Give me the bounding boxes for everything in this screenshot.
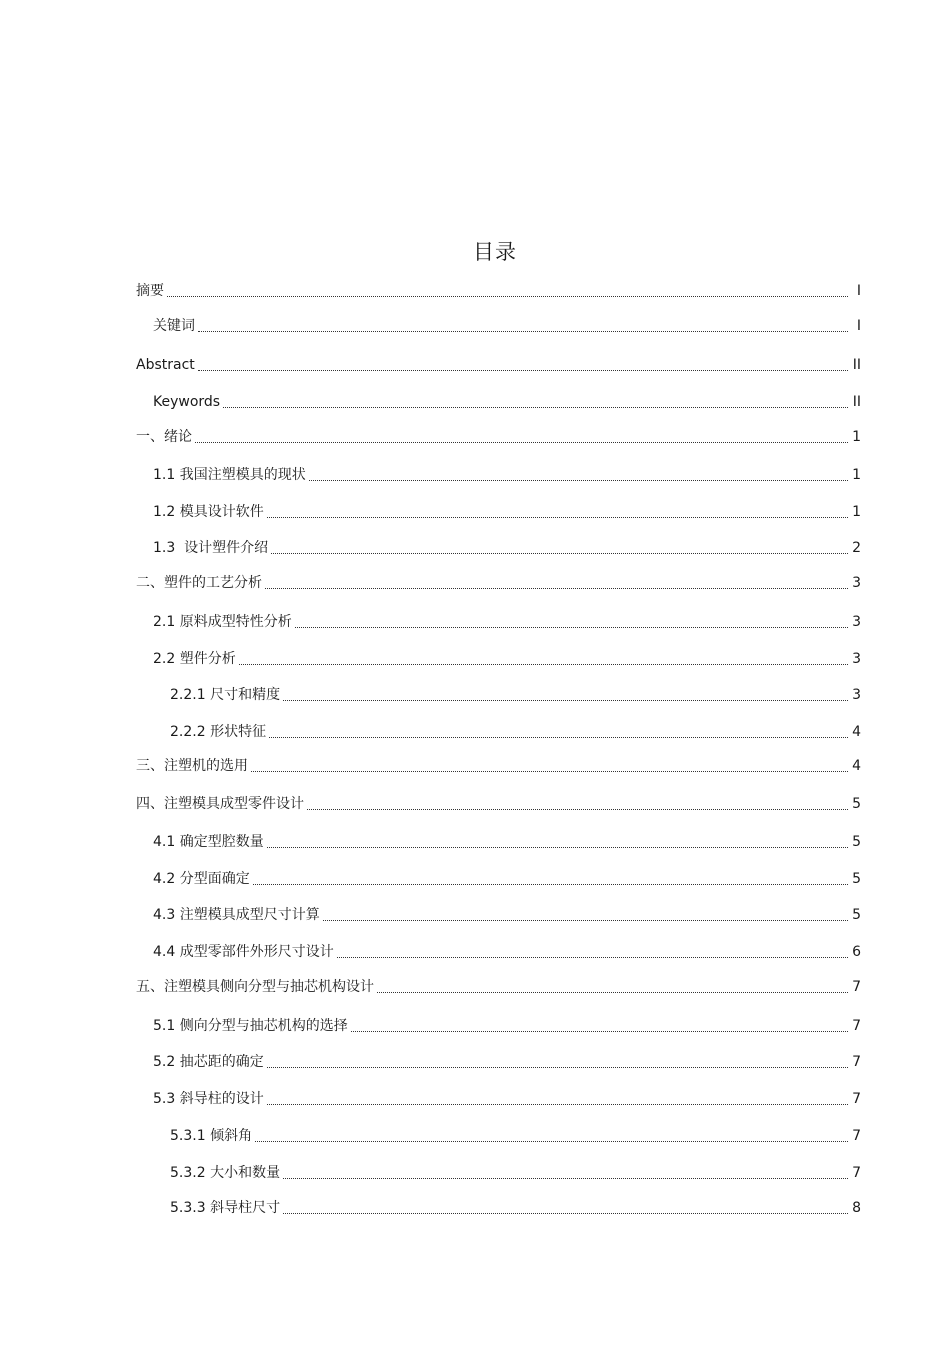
- toc-page-number: 7: [852, 1128, 861, 1144]
- toc-page-number: 6: [852, 944, 861, 960]
- toc-page-number: 7: [852, 1091, 861, 1107]
- toc-leader-dots: [295, 612, 848, 632]
- toc-entry-label: 一、绪论: [136, 429, 192, 445]
- toc-entry-section-2-2[interactable]: [153, 649, 861, 669]
- toc-page-number: 7: [852, 1018, 861, 1034]
- toc-entry-label: 1.1 我国注塑模具的现状: [153, 467, 306, 483]
- toc-title: 目录: [473, 240, 517, 264]
- toc-page-number: 1: [852, 429, 861, 445]
- toc-entry-section-2-1[interactable]: [153, 612, 861, 632]
- toc-entry-section-4-2[interactable]: [153, 869, 861, 889]
- toc-page-number: 4: [852, 758, 861, 774]
- toc-entry-label: 5.3.3 斜导柱尺寸: [170, 1200, 281, 1216]
- toc-leader-dots: [239, 649, 848, 669]
- toc-entry-chapter-5[interactable]: [136, 977, 861, 997]
- toc-entry-chapter-1[interactable]: [136, 427, 861, 447]
- toc-page-number: 7: [852, 1165, 861, 1181]
- toc-page-number: 1: [852, 467, 861, 483]
- toc-page-number: 3: [852, 614, 861, 630]
- toc-leader-dots: [223, 392, 848, 412]
- toc-page-number: I: [856, 283, 861, 299]
- toc-page-number: 1: [852, 504, 861, 520]
- toc-entry-keywords-en[interactable]: [153, 392, 861, 412]
- toc-entry-abstract-cn[interactable]: [136, 281, 861, 301]
- toc-leader-dots: [269, 722, 848, 742]
- toc-page-number: 7: [852, 1054, 861, 1070]
- toc-page-number: 3: [852, 575, 861, 591]
- toc-leader-dots: [195, 427, 848, 447]
- toc-entry-chapter-4[interactable]: [136, 794, 861, 814]
- toc-entry-section-5-3[interactable]: [153, 1089, 861, 1109]
- toc-page-number: I: [856, 318, 861, 334]
- toc-entry-label: 4.1 确定型腔数量: [153, 834, 264, 850]
- toc-entry-label: 摘要: [136, 283, 164, 299]
- toc-leader-dots: [255, 1126, 848, 1146]
- toc-page-number: 5: [852, 834, 861, 850]
- toc-entry-label: 2.2.2 形状特征: [170, 724, 267, 740]
- toc-entry-label: 2.1 原料成型特性分析: [153, 614, 292, 630]
- toc-entry-section-1-1[interactable]: [153, 465, 861, 485]
- toc-entry-label: 关键词: [153, 318, 195, 334]
- toc-entry-label: 二、塑件的工艺分析: [136, 575, 262, 591]
- toc-leader-dots: [267, 832, 848, 852]
- toc-entry-chapter-2[interactable]: [136, 573, 861, 593]
- toc-page-number: 5: [852, 871, 861, 887]
- toc-leader-dots: [267, 1089, 848, 1109]
- toc-entry-section-1-2[interactable]: [153, 502, 861, 522]
- toc-entry-label: 三、注塑机的选用: [136, 758, 248, 774]
- toc-entry-section-5-3-3[interactable]: [170, 1198, 861, 1218]
- toc-leader-dots: [307, 794, 848, 814]
- toc-leader-dots: [309, 465, 848, 485]
- toc-entry-label: Abstract: [136, 357, 195, 373]
- toc-entry-label: 2.2.1 尺寸和精度: [170, 687, 281, 703]
- toc-leader-dots: [253, 869, 848, 889]
- toc-entry-section-4-4[interactable]: [153, 942, 861, 962]
- toc-leader-dots: [167, 281, 848, 301]
- toc-entry-chapter-3[interactable]: [136, 756, 861, 776]
- toc-entry-section-5-3-1[interactable]: [170, 1126, 861, 1146]
- toc-entry-label: 1.2 模具设计软件: [153, 504, 264, 520]
- toc-entry-section-4-1[interactable]: [153, 832, 861, 852]
- toc-entry-section-2-2-2[interactable]: [170, 722, 861, 742]
- toc-page-number: II: [852, 394, 861, 410]
- toc-leader-dots: [323, 905, 848, 925]
- toc-leader-dots: [337, 942, 848, 962]
- toc-leader-dots: [271, 538, 848, 558]
- toc-entry-section-5-2[interactable]: [153, 1052, 861, 1072]
- toc-page-number: II: [852, 357, 861, 373]
- toc-entry-label: Keywords: [153, 394, 221, 410]
- toc-entry-label: 5.1 侧向分型与抽芯机构的选择: [153, 1018, 348, 1034]
- toc-entry-section-5-3-2[interactable]: [170, 1163, 861, 1183]
- toc-entry-section-1-3[interactable]: [153, 538, 861, 558]
- toc-entry-label: 四、注塑模具成型零件设计: [136, 796, 304, 812]
- toc-leader-dots: [351, 1016, 848, 1036]
- toc-entry-keywords-cn[interactable]: [153, 316, 861, 336]
- toc-entry-abstract-en[interactable]: [136, 355, 861, 375]
- toc-entry-label: 4.4 成型零部件外形尺寸设计: [153, 944, 334, 960]
- toc-leader-dots: [283, 1198, 848, 1218]
- toc-entry-label: 2.2 塑件分析: [153, 651, 236, 667]
- toc-entry-label: 4.3 注塑模具成型尺寸计算: [153, 907, 320, 923]
- toc-entry-section-5-1[interactable]: [153, 1016, 861, 1036]
- toc-leader-dots: [283, 1163, 848, 1183]
- toc-leader-dots: [377, 977, 848, 997]
- toc-leader-dots: [198, 355, 848, 375]
- toc-leader-dots: [198, 316, 848, 336]
- toc-entry-section-2-2-1[interactable]: [170, 685, 861, 705]
- toc-page-number: 5: [852, 907, 861, 923]
- toc-entry-label: 5.3 斜导柱的设计: [153, 1091, 264, 1107]
- toc-page-number: 3: [852, 687, 861, 703]
- toc-leader-dots: [267, 502, 848, 522]
- toc-entry-label: 5.3.1 倾斜角: [170, 1128, 253, 1144]
- toc-page-number: 3: [852, 651, 861, 667]
- toc-entry-label: 5.2 抽芯距的确定: [153, 1054, 264, 1070]
- toc-entry-label: 5.3.2 大小和数量: [170, 1165, 281, 1181]
- toc-leader-dots: [251, 756, 848, 776]
- toc-entry-label: 1.3 设计塑件介绍: [153, 540, 269, 556]
- toc-page-number: 4: [852, 724, 861, 740]
- toc-page-number: 8: [852, 1200, 861, 1216]
- toc-entry-label: 五、注塑模具侧向分型与抽芯机构设计: [136, 979, 374, 995]
- toc-leader-dots: [283, 685, 848, 705]
- toc-page-number: 7: [852, 979, 861, 995]
- toc-leader-dots: [267, 1052, 848, 1072]
- toc-entry-section-4-3[interactable]: [153, 905, 861, 925]
- toc-entry-label: 4.2 分型面确定: [153, 871, 250, 887]
- toc-leader-dots: [265, 573, 848, 593]
- toc-page-number: 5: [852, 796, 861, 812]
- toc-page-number: 2: [852, 540, 861, 556]
